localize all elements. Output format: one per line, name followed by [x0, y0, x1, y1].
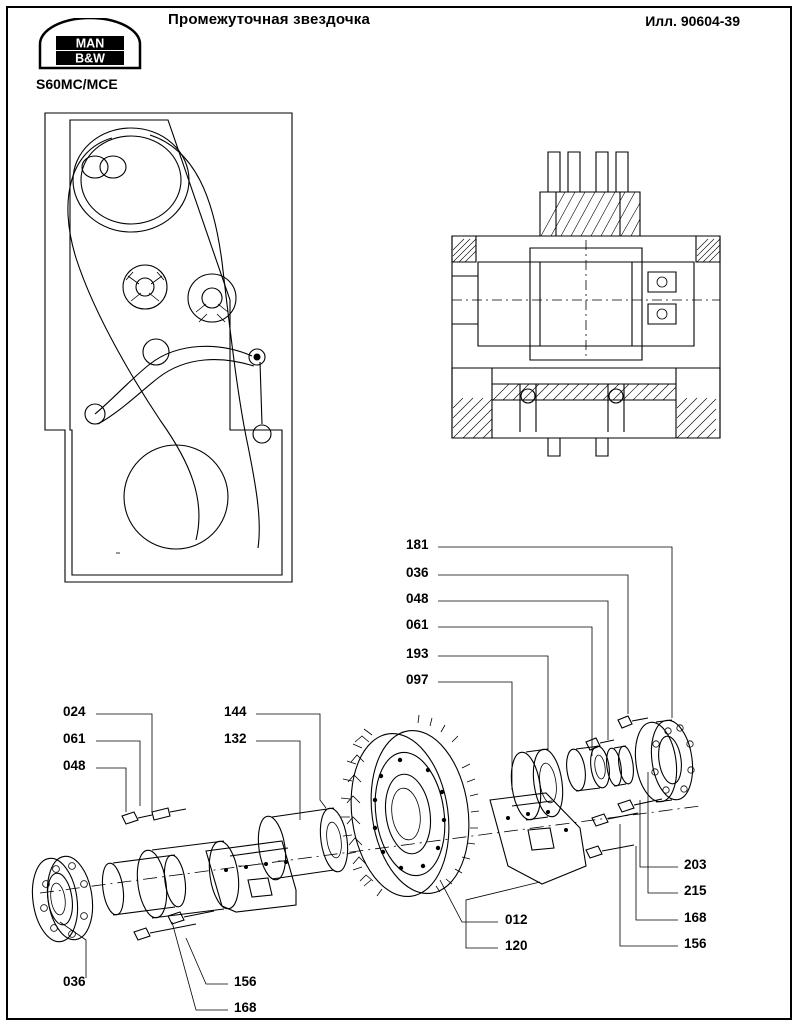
callout-193: 193	[406, 646, 429, 661]
callout-132: 132	[224, 731, 247, 746]
callout-168-bottom: 168	[234, 1000, 257, 1015]
svg-text:MAN: MAN	[75, 36, 105, 51]
svg-text:B&W: B&W	[75, 51, 105, 66]
engine-model-label: S60MC/MCE	[36, 76, 118, 92]
illustration-number: Илл. 90604-39	[645, 13, 740, 29]
callout-215: 215	[684, 883, 707, 898]
page-title: Промежуточная звездочка	[168, 11, 371, 28]
callout-203: 203	[684, 857, 707, 872]
callout-181: 181	[406, 537, 429, 552]
callout-120: 120	[505, 938, 528, 953]
callout-156-right: 156	[684, 936, 707, 951]
man-bw-logo	[36, 18, 144, 70]
callout-061-left: 061	[63, 731, 86, 746]
callout-097: 097	[406, 672, 429, 687]
callout-048-upper: 048	[406, 591, 429, 606]
callout-144: 144	[224, 704, 247, 719]
callout-036-bottom: 036	[63, 974, 86, 989]
callout-036-upper: 036	[406, 565, 429, 580]
callout-156-bottom: 156	[234, 974, 257, 989]
callout-024: 024	[63, 704, 86, 719]
callout-168-right: 168	[684, 910, 707, 925]
callout-061-upper: 061	[406, 617, 429, 632]
callout-048-left: 048	[63, 758, 86, 773]
callout-012: 012	[505, 912, 528, 927]
page-border	[6, 6, 792, 1020]
